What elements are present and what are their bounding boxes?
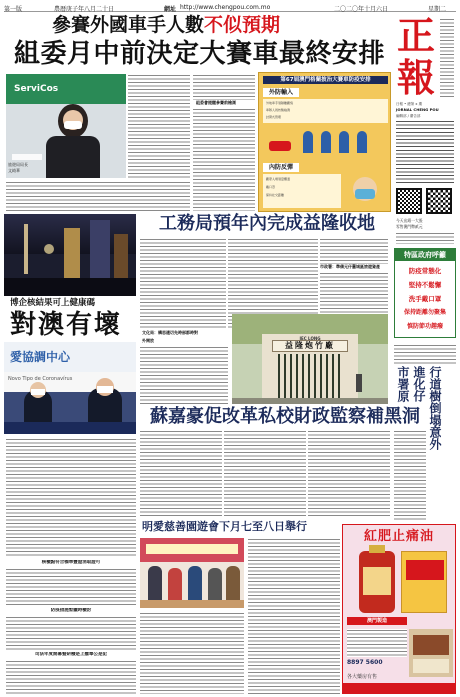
- entry-item-1: 外地車手須隔離觀察: [266, 101, 294, 105]
- sidebar-vertical-headline-1: 市署原: [396, 366, 410, 402]
- campaign-item-4: 保持距離勿聚集: [403, 309, 446, 316]
- masthead-fine-print: [396, 232, 454, 244]
- inner-label: 內防反彈: [263, 163, 299, 172]
- ad-tagline: 澳門製造: [347, 617, 407, 625]
- lunar-date: 農曆庚子年八月二十日: [54, 6, 115, 13]
- ad-shop-photo: [409, 629, 453, 677]
- lead-kicker-black: 參賽外國車手人數: [52, 14, 205, 36]
- issue-date: 二〇二〇年十月六日: [334, 6, 389, 13]
- ad-box: [401, 551, 447, 613]
- campaign-box: [394, 248, 456, 338]
- macau-tower-photo: [4, 214, 136, 296]
- school-headline: 蘇嘉豪促改革私校財政監察補黑洞: [150, 406, 420, 427]
- tech-subheading-2: 外開放: [142, 338, 154, 343]
- weekday: 星期二: [428, 6, 447, 13]
- gate-sign-cn: 益隆炮竹廠: [285, 341, 335, 350]
- ad-footer-band: [343, 683, 455, 693]
- header-strip: [4, 3, 456, 12]
- lead-kicker-red: 不似預期: [204, 14, 281, 36]
- entry-label: 外防輸入: [263, 88, 299, 97]
- ad-bottle: [359, 551, 395, 613]
- left-subheading-2: 防疫措施暫續時檢討: [50, 608, 92, 613]
- masthead-side-text: [440, 18, 454, 98]
- lead-body-text-4: [193, 108, 255, 211]
- left-body-text-2: [6, 568, 136, 606]
- masthead-note-2: 零售澳門幣貳元: [396, 224, 423, 229]
- gate-sign-en: IEC LONG: [299, 336, 321, 341]
- lead-headline: 組委月中前決定大賽車最終安排: [14, 39, 386, 69]
- masthead-en-name: JORNAL CHENG POU: [396, 107, 439, 112]
- tech-headline: 工務局預年內完成益隆收地: [159, 213, 375, 234]
- left-headline: 對澳有壞: [10, 310, 123, 340]
- inner-item-1: 觀眾入場須量體溫: [266, 177, 291, 181]
- sidebar-vertical-headline-3: 行道樹倒塌意外: [428, 366, 442, 450]
- sidebar-vertical-headline-2: 進化仔: [412, 366, 426, 402]
- lead-body-text-2: [6, 181, 190, 211]
- person-icon-4: [357, 131, 367, 153]
- tech-body-text-5: [140, 346, 228, 404]
- ad-brand: 紅肥止痛油: [363, 529, 434, 544]
- masthead-contacts: [396, 120, 454, 184]
- charity-headline: 明愛慈善園遊會下月七至八日舉行: [142, 520, 307, 533]
- campaign-title: 特區政府呼籲: [395, 249, 455, 261]
- lead-body-text-3: [193, 74, 255, 100]
- left-body-text-3: [6, 616, 136, 650]
- sidebar-story-text-2: [394, 430, 426, 522]
- person-icon-3: [339, 131, 349, 153]
- left-body-text-1: [6, 438, 136, 558]
- press-conference-photo: 愛協調中心 Novo Tipo de Coronavírus: [4, 342, 136, 434]
- car-icon: [269, 141, 291, 151]
- ad-copy: [347, 629, 407, 657]
- mask-icon: [347, 177, 385, 207]
- ad-phone: 8897 5600: [347, 659, 383, 666]
- lead-photo: ServiCos 旅遊局局長 文綺華: [6, 74, 126, 178]
- left-subheading-3: 司法年度開幕暨研檢是上雖舉公是記: [35, 652, 107, 657]
- campaign-item-1: 防疫常態化: [408, 267, 442, 275]
- school-body-text-2: [224, 430, 306, 516]
- tech-subheading-1: 文化局：構思適切先時部都時對: [142, 330, 198, 335]
- site-label: 網址: [164, 6, 177, 13]
- tech-body-text-1: [140, 238, 226, 328]
- lead-photo-caption-2: 文綺華: [8, 168, 20, 173]
- ad-stores: 各大藥房有售: [347, 674, 378, 680]
- masthead-qr-2: [426, 188, 452, 214]
- masthead-tagline: 日報 • 總第 x 期: [396, 102, 423, 106]
- infographic-title: 第67屆澳門格蘭披治大賽車防疫安排: [263, 76, 388, 84]
- left-subheading-1: 核檢點符合標準豐證消取證可: [41, 560, 101, 565]
- tech-body-text-3: [320, 238, 388, 264]
- charity-photo: [140, 538, 244, 608]
- website-link[interactable]: http://www.chengpou.com.mo: [180, 4, 271, 11]
- backdrop-sign-text: 愛協調中心: [10, 350, 71, 364]
- left-body-text-4: [6, 660, 136, 694]
- entry-item-3: 封閉式管理: [266, 115, 282, 119]
- iec-long-gate-photo: [232, 314, 388, 404]
- charity-body-text-1: [140, 612, 244, 694]
- charity-body-text-2: [248, 538, 340, 694]
- inner-item-2: 戴口罩: [266, 185, 276, 189]
- tech-subheading-3: 市政署：準備元仔舊城區旅遊資產: [320, 264, 380, 269]
- covid-infographic: [258, 72, 391, 212]
- school-body-text-3: [308, 430, 390, 516]
- masthead-char-2: 報: [396, 55, 435, 100]
- person-icon-1: [303, 131, 313, 153]
- masthead-char-1: 正: [396, 13, 435, 58]
- sidebar-story-text-1: [394, 344, 456, 364]
- inner-item-3: 保持社交距離: [266, 193, 285, 197]
- ointment-ad: [342, 524, 456, 694]
- campaign-item-3: 洗手戴口罩: [408, 295, 442, 303]
- entry-item-2: 車隊人員核酸檢測: [266, 108, 291, 112]
- school-body-text-1: [140, 430, 222, 516]
- campaign-item-2: 堅持不鬆懈: [408, 281, 442, 289]
- masthead-note-1: 今天出紙一大張: [396, 218, 423, 223]
- masthead-contact-label: 編輯部 / 廣告部: [396, 114, 421, 118]
- lead-body-text-1: [128, 74, 190, 178]
- campaign-item-5: 慎防節功趣癈: [406, 323, 443, 330]
- masthead-qr-1: [396, 188, 422, 214]
- lead-photo-caption-1: 旅遊局局長: [8, 162, 28, 167]
- page-label: 第一版: [4, 6, 23, 13]
- left-kicker: 博企核結果可上健康碼: [10, 298, 96, 308]
- lead-subheading: 組委會提醒參賽前檢測: [196, 100, 236, 105]
- lead-kicker: [52, 14, 352, 36]
- person-icon-2: [321, 131, 331, 153]
- masthead: [394, 14, 456, 246]
